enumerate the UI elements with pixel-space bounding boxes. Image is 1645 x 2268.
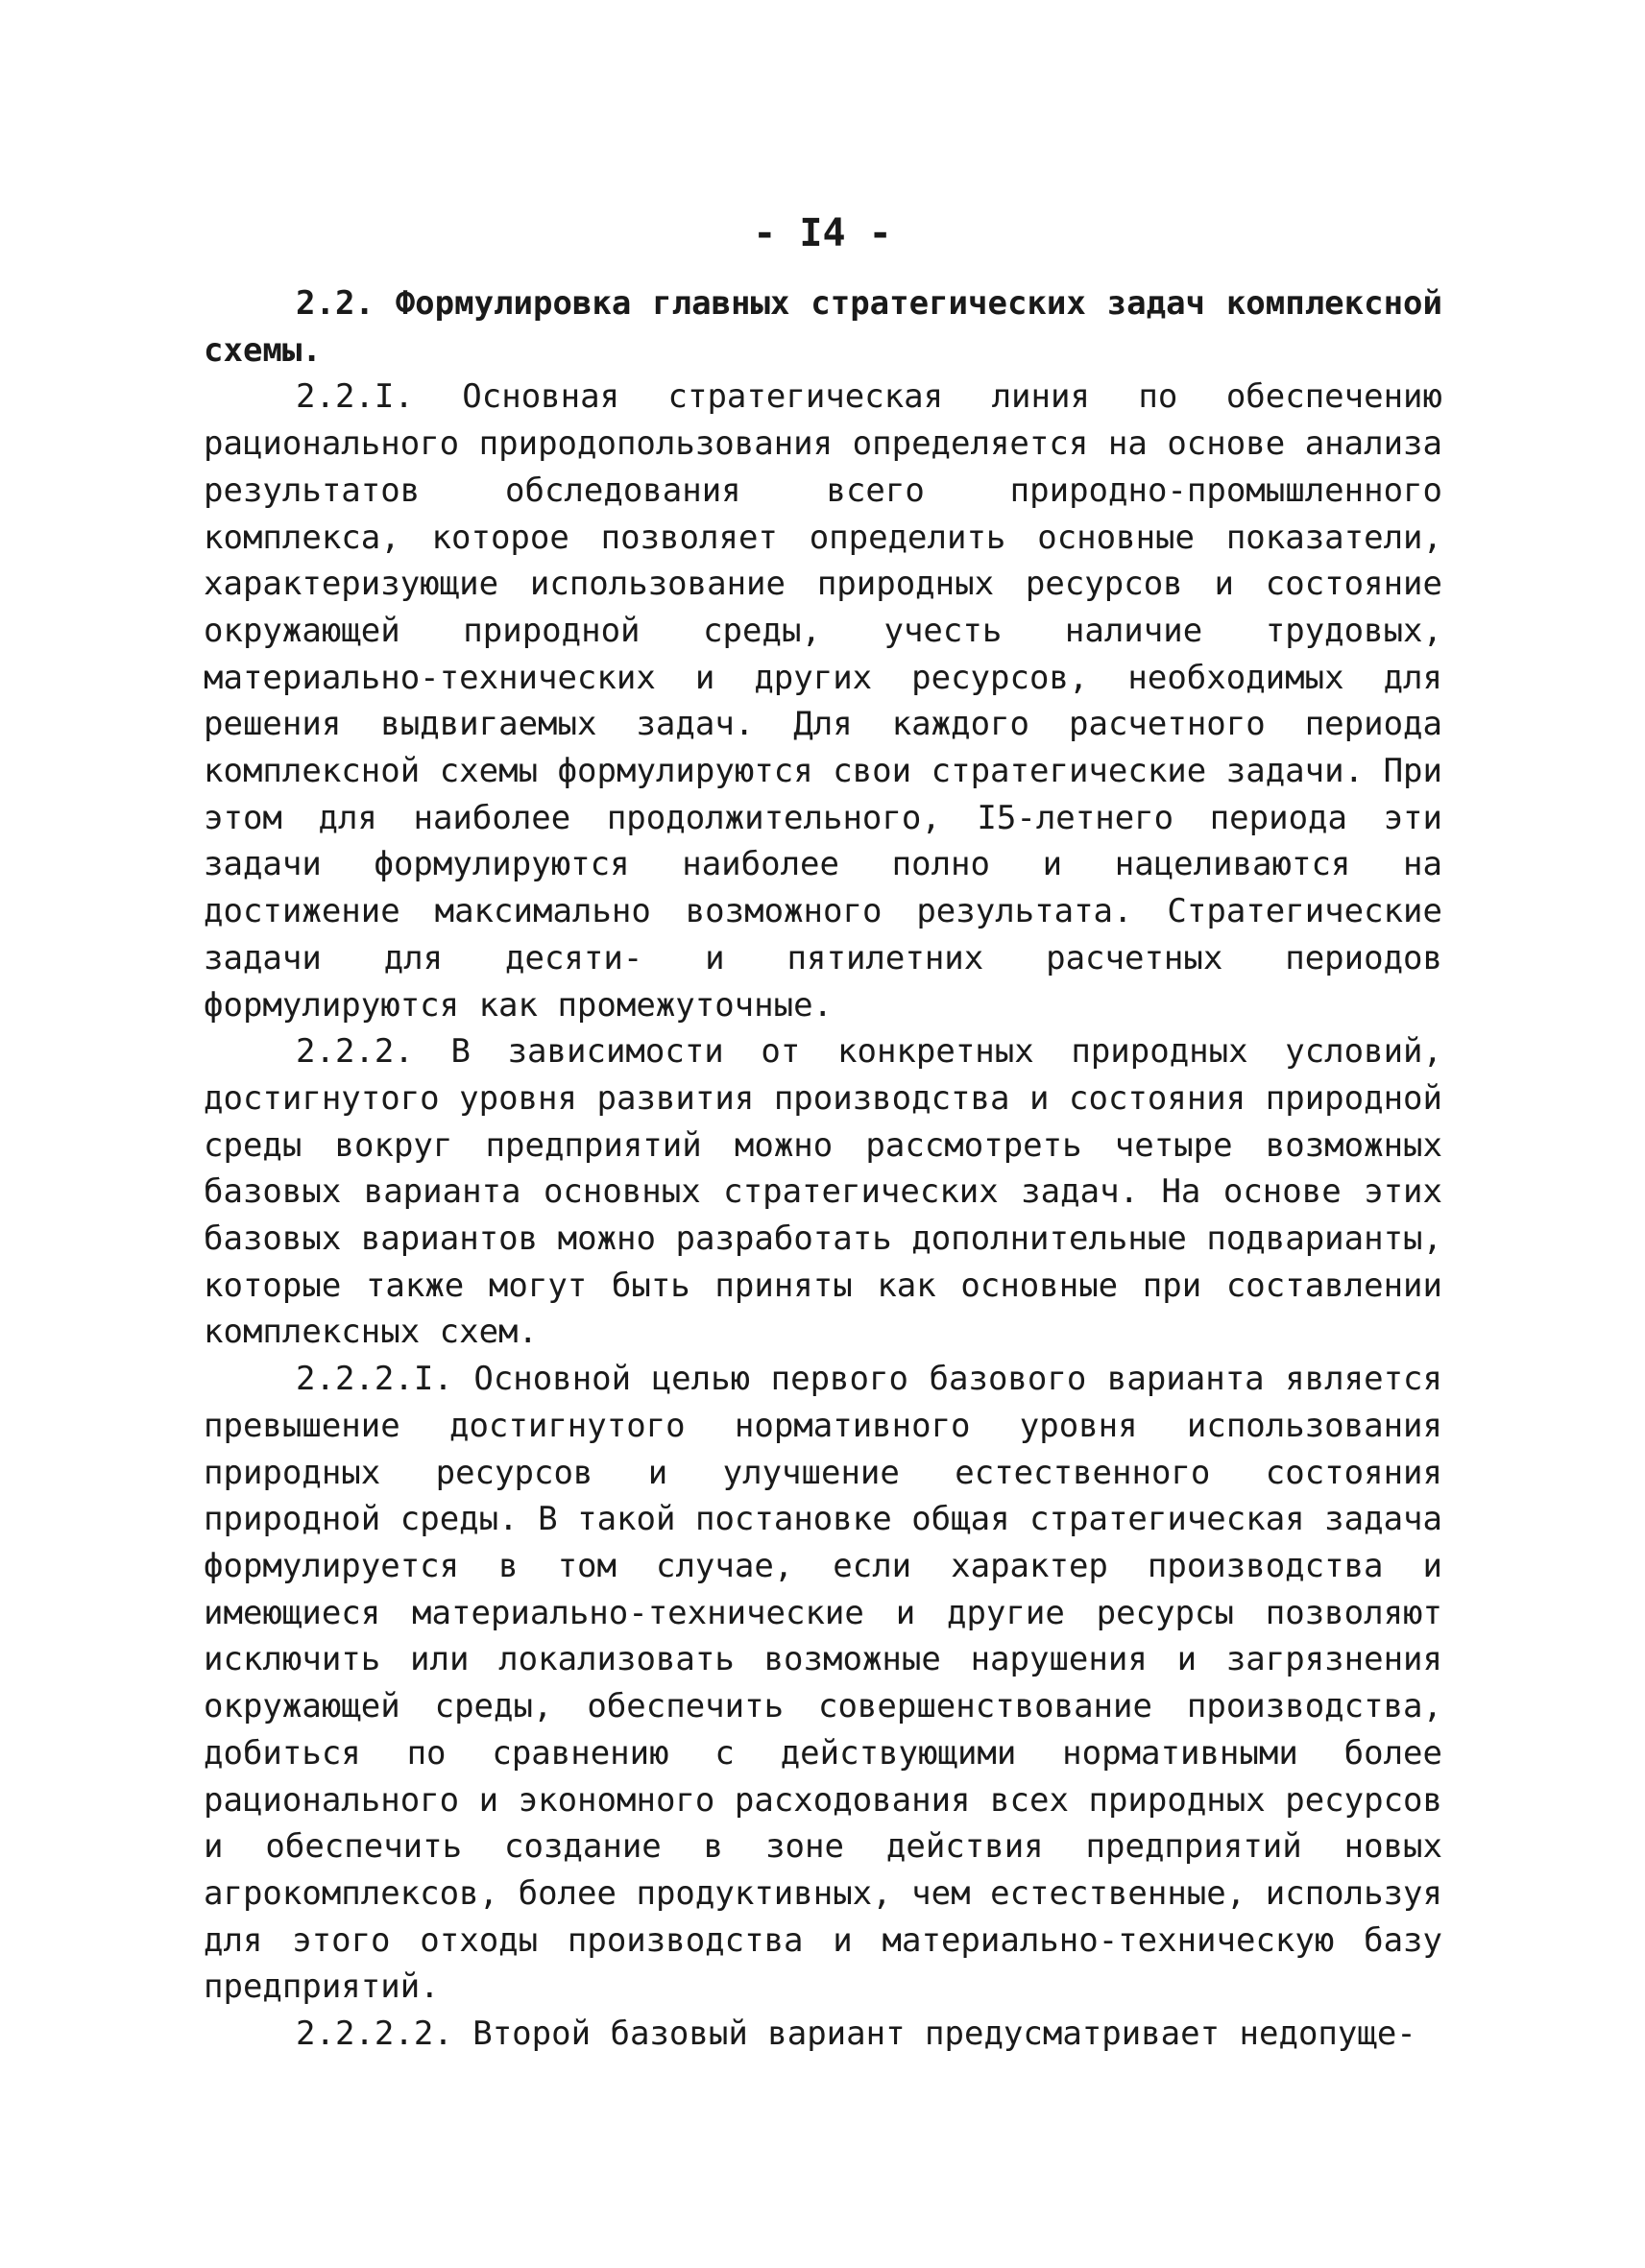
- paragraph-2-2-2-2: 2.2.2.2. Второй базовый вариант предусматривает недопуще-: [296, 2015, 1416, 2054]
- paragraph-2-2-2-1: 2.2.2.I. Основной целью первого базового варианта является превышение достигнутого нормативного уровня использования природных ресурсов и улучшение естественного состояния природной среды. В такой постановке общая стратегическая задача формулируется в том случае, если характер производства и имеющиеся материально-технические и другие ресурсы позволяют исключить или локализовать возможные нарушения и загрязнения окружающей среды, обеспечить совершенствование производства, добиться по сравнению с действующими нормативными более рационального и экономного расходования всех природных ресурсов и обеспечить создание в зоне действия предприятий новых агрокомплексов, более продуктивных, чем естественные, используя для этого отходы производства и материально-техническую базу предприятий.: [204, 1360, 1442, 2007]
- page-number: - I4 -: [753, 211, 892, 255]
- paragraph-2-2-1: 2.2.I. Основная стратегическая линия по обеспечению рационального природопользования определяется на основе анализа результатов обследования всего природно-промышленного комплекса, которое позволяет определить основные показатели, характеризующие использование природных ресурсов и состояние окружающей природной среды, учесть наличие трудовых, материально-технических и других ресурсов, необходимых для решения выдвигаемых задач. Для каждого расчетного периода комплексной схемы формулируются свои стратегические задачи. При этом для наиболее продолжительного, I5-летнего периода эти задачи формулируются наиболее полно и нацеливаются на достижение максимально возможного результата. Стратегические задачи для десяти- и пятилетних расчетных периодов формулируются как промежуточные.: [204, 377, 1442, 1025]
- section-heading-2-2: 2.2. Формулировка главных стратегических задач комплексной схемы.: [204, 284, 1442, 370]
- document-body: [204, 280, 1442, 2058]
- paragraph-2-2-2: 2.2.2. В зависимости от конкретных природных условий, достигнутого уровня развития производства и состояния природной среды вокруг предприятий можно рассмотреть четыре возможных базовых варианта основных стратегических задач. На основе этих базовых вариантов можно разработать дополнительные подварианты, которые также могут быть приняты как основные при составлении комплексных схем.: [204, 1032, 1442, 1352]
